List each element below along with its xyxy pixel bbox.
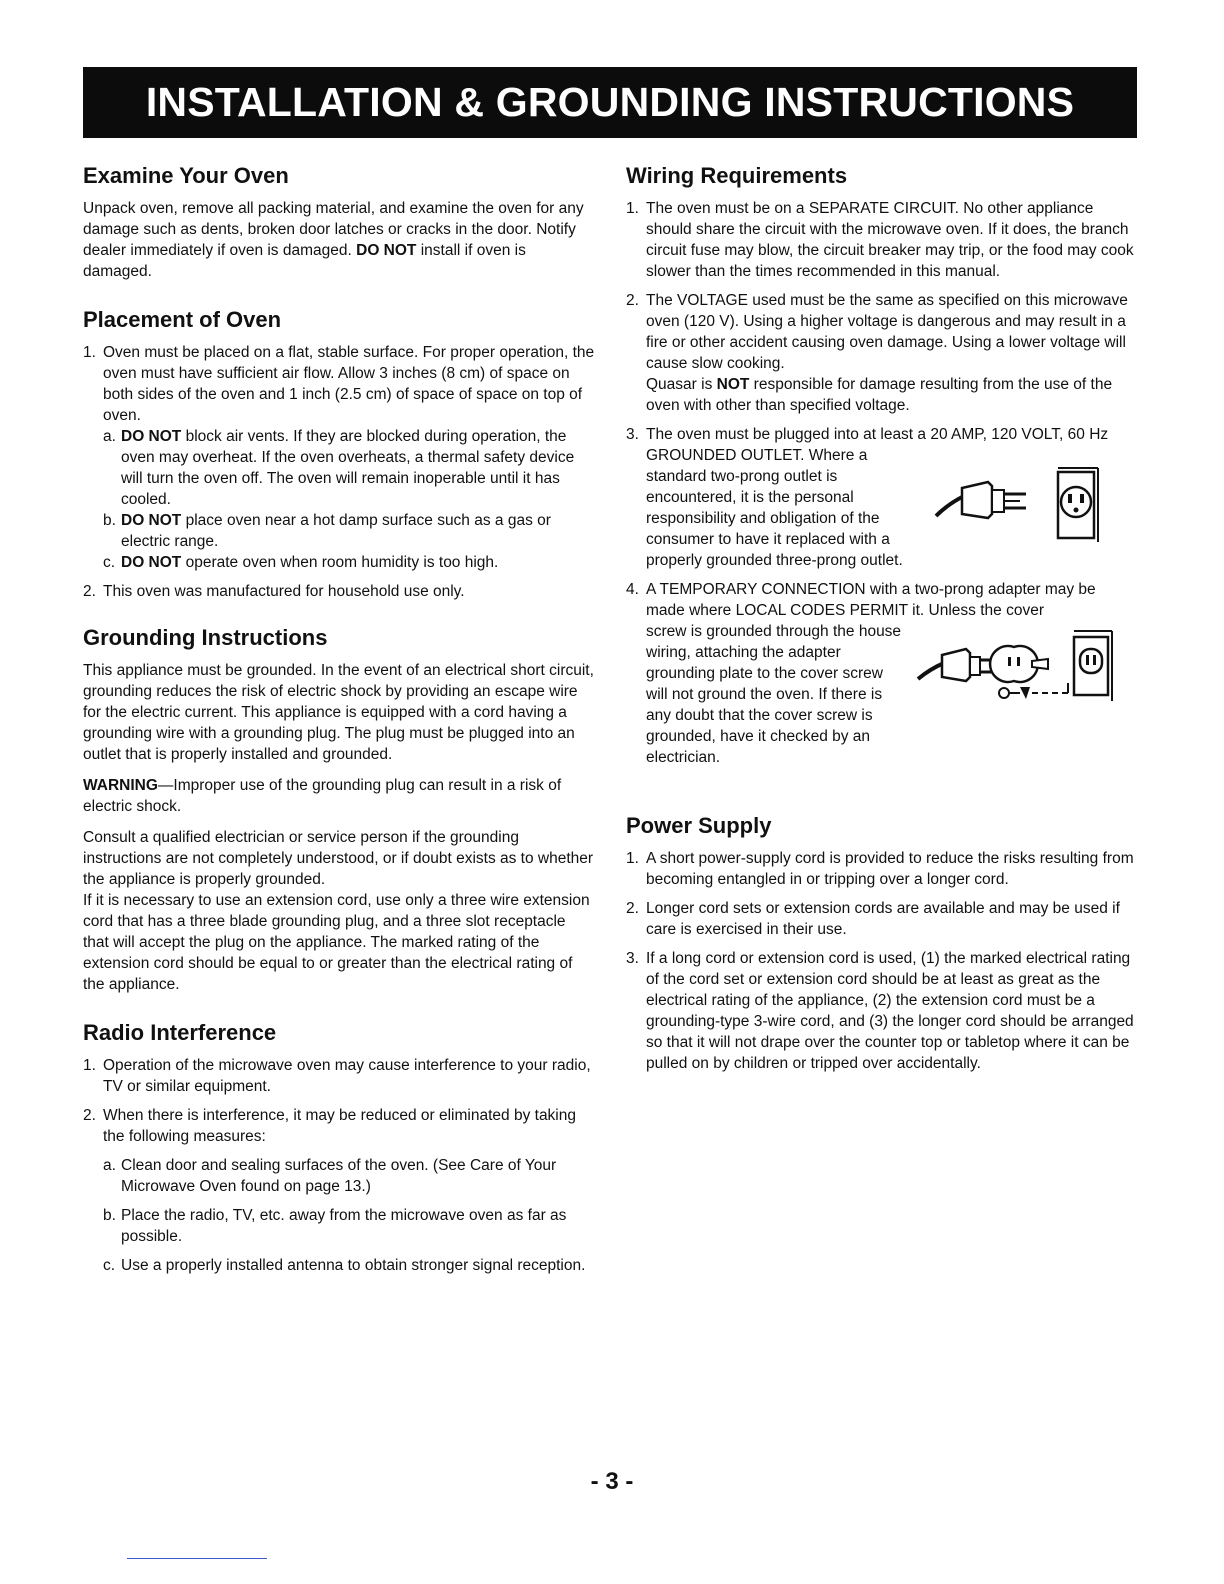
page-title-banner — [83, 67, 1137, 138]
sub-text: block air vents. If they are blocked during operation, the oven may overheat. If the oven overheats, a thermal safety device will turn the oven off. The oven will remain inoperable until it has cooled. — [121, 428, 575, 508]
bold-text: NOT — [716, 376, 750, 393]
list-text: When there is interference, it may be reduced or eliminated by taking the following measures: — [103, 1107, 576, 1145]
list-text — [121, 426, 595, 510]
outlet-text-top: The oven must be plugged into at least a 20 AMP, 120 VOLT, 60 Hz GROUNDED OUTLET. Where a — [646, 426, 1109, 464]
section-grounding — [83, 624, 595, 995]
sub-list-item — [103, 552, 595, 573]
list-text: Operation of the microwave oven may cause interference to your radio, TV or similar equipment. — [103, 1057, 591, 1095]
page-number: - 3 - — [590, 1468, 634, 1495]
list-text: Place the radio, TV, etc. away from the microwave oven as far as possible. — [121, 1207, 567, 1245]
list-number: 2. — [83, 583, 96, 600]
left-column — [83, 162, 595, 1276]
sub-text: place oven near a hot damp surface such as a gas or electric range. — [121, 512, 551, 550]
list-item — [626, 898, 1138, 940]
list-text — [121, 552, 595, 573]
section-radio — [83, 1019, 595, 1276]
bold-text: DO NOT — [121, 554, 182, 571]
heading-placement: Placement of Oven — [83, 307, 282, 332]
adapter-text: screw is grounded through the house wiring, attaching the adapter grounding plate to the cover screw will not ground the oven. If there is any doubt that the cover screw is grounded, have it checked by an electrician. — [646, 623, 902, 766]
list-number: 4. — [626, 581, 639, 598]
grounding-paragraph: If it is necessary to use an extension cord, use only a three wire extension cord that has a three blade grounding plug, and a three slot receptacle that will accept the plug on the appliance. The marked rating of the extension cord should be equal to or greater than the electrical rating of the appliance. — [83, 892, 590, 993]
sub-list-item — [103, 1255, 595, 1276]
list-number: 2. — [626, 900, 639, 917]
warning-text: —Improper use of the grounding plug can result in a risk of electric shock. — [83, 777, 562, 815]
sub-list-item — [103, 1155, 595, 1197]
list-text — [646, 579, 1138, 768]
two-prong-adapter-icon — [908, 629, 1133, 719]
voltage-text: The VOLTAGE used must be the same as specified on this microwave oven (120 V). Using a higher voltage is dangerous and may result in a fire or other accident causing oven damage. Using a lower voltage will cause slow cooking. — [646, 292, 1128, 372]
list-text: Oven must be placed on a flat, stable surface. For proper operation, the oven must have sufficient air flow. Allow 3 inches (8 cm) of space on both sides of the oven and 1 inch (2.5 cm) of space of space on top of oven. — [103, 344, 595, 424]
adapter-text-top: A TEMPORARY CONNECTION with a two-prong adapter may be made where LOCAL CODES PERMIT it. Unless the cover — [646, 581, 1096, 619]
heading-examine: Examine Your Oven — [83, 163, 289, 188]
sub-list-item — [103, 426, 595, 510]
grounding-paragraph: This appliance must be grounded. In the event of an electrical short circuit, grounding reduces the risk of electric shock by providing an escape wire for the electric current. This appliance is equipped with a cord having a grounding wire with a grounding plug. The plug must be plugged into an outlet that is properly installed and grounded. — [83, 662, 594, 763]
list-text: Clean door and sealing surfaces of the oven. (See Care of Your Microwave Oven found on page 13.) — [121, 1157, 557, 1195]
list-number: 2. — [626, 292, 639, 309]
warning-paragraph — [83, 775, 595, 817]
list-number: 1. — [83, 344, 96, 361]
heading-wiring: Wiring Requirements — [626, 163, 848, 188]
grounded-plug-illustration — [908, 466, 1138, 571]
section-examine — [83, 162, 595, 282]
list-item — [83, 1055, 595, 1097]
bold-text: DO NOT — [121, 512, 182, 529]
examine-text-1: Unpack oven, remove all packing material, and examine the oven for any damage such as dents, broken door latches or cracks in the door. Notify dealer immediately if oven is damaged. — [83, 200, 584, 259]
grounding-paragraph: Consult a qualified electrician or service person if the grounding instructions are not completely understood, or if doubt exists as to whether the appliance is properly grounded. — [83, 829, 594, 888]
list-item — [626, 290, 1138, 416]
list-letter: b. — [103, 1207, 116, 1224]
list-letter: a. — [103, 428, 116, 445]
adapter-illustration — [908, 621, 1138, 768]
list-item — [626, 198, 1138, 282]
list-item — [626, 948, 1138, 1074]
list-item — [83, 342, 595, 426]
section-wiring — [626, 162, 1138, 768]
right-column — [626, 162, 1138, 1082]
voltage-note-2: responsible for damage resulting from the use of the oven with other than specified voltage. — [646, 376, 1113, 414]
list-item — [626, 424, 1138, 571]
section-placement — [83, 306, 595, 602]
outlet-text: standard two-prong outlet is encountered, it is the personal responsibility and obligation of the consumer to have it replaced with a properly grounded three-prong outlet. — [646, 468, 903, 569]
list-text — [121, 510, 595, 552]
list-item — [83, 581, 595, 602]
list-text: Longer cord sets or extension cords are available and may be used if care is exercised in their use. — [646, 900, 1120, 938]
outlet-figure-row — [646, 466, 1138, 571]
section-power — [626, 812, 1138, 1074]
list-item — [626, 848, 1138, 890]
heading-grounding: Grounding Instructions — [83, 625, 328, 650]
list-text — [646, 424, 1138, 571]
voltage-note-1: Quasar is — [646, 376, 717, 393]
bottom-rule — [127, 1558, 267, 1559]
sub-list-item — [103, 1205, 595, 1247]
list-text: If a long cord or extension cord is used, (1) the marked electrical rating of the cord set or extension cord should be at least as great as the electrical rating of the appliance, (2) the extension cord must be a grounding-type 3-wire cord, and (3) the longer cord should be arranged so that it will not drape over the counter top or tabletop where it can be pulled on by children or tripped over accidentally. — [646, 950, 1134, 1072]
list-number: 3. — [626, 426, 639, 443]
adapter-figure-row — [646, 621, 1138, 768]
list-item — [83, 1105, 595, 1147]
sub-text: operate oven when room humidity is too high. — [181, 554, 499, 571]
list-number: 3. — [626, 950, 639, 967]
list-letter: b. — [103, 512, 116, 529]
sub-list-item — [103, 510, 595, 552]
list-text: This oven was manufactured for household use only. — [103, 583, 465, 600]
list-number: 1. — [83, 1057, 96, 1074]
page-title: INSTALLATION & GROUNDING INSTRUCTIONS — [145, 79, 1075, 125]
warning-label: WARNING — [83, 777, 158, 794]
three-prong-plug-icon — [908, 466, 1128, 556]
list-letter: a. — [103, 1157, 116, 1174]
list-number: 1. — [626, 200, 639, 217]
list-letter: c. — [103, 1257, 116, 1274]
list-text — [646, 290, 1138, 416]
examine-text-bold: DO NOT — [356, 242, 417, 259]
list-text: A short power-supply cord is provided to reduce the risks resulting from becoming entangled in or tripping over a longer cord. — [646, 850, 1134, 888]
examine-text-2: install if oven is damaged. — [83, 242, 526, 280]
list-text: Use a properly installed antenna to obtain stronger signal reception. — [121, 1257, 586, 1274]
bold-text: DO NOT — [121, 428, 182, 445]
examine-text — [83, 198, 595, 282]
list-number: 2. — [83, 1107, 96, 1124]
list-item — [626, 579, 1138, 768]
heading-power: Power Supply — [626, 813, 772, 838]
list-letter: c. — [103, 554, 116, 571]
heading-radio: Radio Interference — [83, 1020, 277, 1045]
list-text: The oven must be on a SEPARATE CIRCUIT. No other appliance should share the circuit with the microwave oven. If it does, the branch circuit fuse may blow, the circuit breaker may trip, or the food may cook slower than the times recommended in this manual. — [646, 200, 1134, 280]
list-number: 1. — [626, 850, 639, 867]
